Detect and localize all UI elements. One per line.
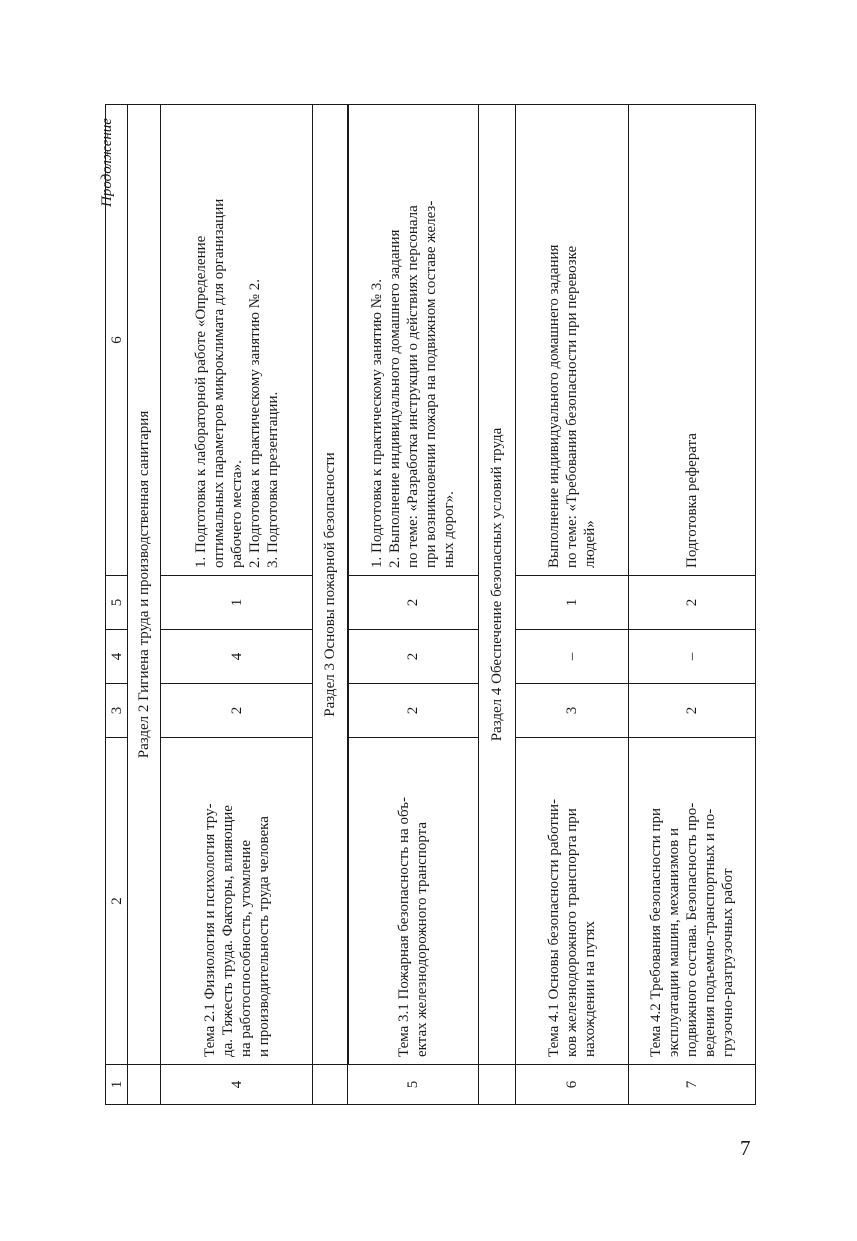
curriculum-table — [105, 104, 756, 1105]
table-row — [629, 105, 756, 1105]
row-number: 6 — [516, 1065, 629, 1105]
hours-col5: 1 — [516, 576, 629, 630]
hours-col5: 1 — [161, 576, 313, 630]
page-number: 7 — [740, 1136, 751, 1160]
section-row — [313, 105, 348, 1105]
hours-col3: 2 — [629, 684, 756, 738]
topic-cell: Тема 2.1 Физиология и психология тру- да. Тяжесть труда. Факторы, влияющие на работоспособность, утомление и производительность труда человека — [161, 738, 313, 1065]
row-number: 5 — [348, 1065, 479, 1105]
rotated-table-wrapper — [105, 105, 755, 1105]
col-num-4: 4 — [106, 630, 128, 684]
topic-cell: Тема 4.2 Требования безопасности при эксплуатации машин, механизмов и подвижного состава. Безопасность про- ведения подъемно-транспортных и по- грузочно-разгрузочных работ — [629, 738, 756, 1065]
topic-cell: Тема 3.1 Пожарная безопасность на объ- ектах железнодорожного транспорта — [348, 738, 479, 1065]
hours-col3: 2 — [161, 684, 313, 738]
hours-col5: 2 — [348, 576, 479, 630]
task-cell: Выполнение индивидуального домашнего задания по теме: «Требования безопасности при перевозке людей» — [516, 105, 629, 576]
table-row — [348, 105, 479, 1105]
column-number-row — [106, 105, 128, 1105]
row-number: 7 — [629, 1065, 756, 1105]
topic-cell: Тема 4.1 Основы безопасности работни- ков железнодорожного транспорта при нахождении на путях — [516, 738, 629, 1065]
col-num-6: 6 — [106, 105, 128, 576]
col-num-3: 3 — [106, 684, 128, 738]
section-title: Раздел 3 Основы пожарной безопасности — [313, 105, 348, 1065]
task-cell: 1. Подготовка к практическому занятию № 3. 2. Выполнение индивидуального домашнего задания по теме: «Разработка инструкции о действиях персонала при возникновении пожара на подвижном составе желез- ных дорог». — [348, 105, 479, 576]
task-cell: 1. Подготовка к лабораторной работе «Определение оптимальных параметров микроклимата для организации рабочего места». 2. Подготовка к практическому занятию № 2. 3. Подготовка презентации. — [161, 105, 313, 576]
task-cell: Подготовка реферата — [629, 105, 756, 576]
col-num-2: 2 — [106, 738, 128, 1065]
continuation-label: Продолжение — [98, 118, 115, 207]
col-num-5: 5 — [106, 576, 128, 630]
col-num-1: 1 — [106, 1065, 128, 1105]
hours-col4: – — [516, 630, 629, 684]
hours-col3: 2 — [348, 684, 479, 738]
hours-col4: 4 — [161, 630, 313, 684]
hours-col5: 2 — [629, 576, 756, 630]
table-row — [516, 105, 629, 1105]
hours-col3: 3 — [516, 684, 629, 738]
table-row — [161, 105, 313, 1105]
section-row — [128, 105, 161, 1105]
hours-col4: – — [629, 630, 756, 684]
section-title: Раздел 4 Обеспечение безопасных условий труда — [479, 105, 516, 1065]
hours-col4: 2 — [348, 630, 479, 684]
row-number: 4 — [161, 1065, 313, 1105]
section-title: Раздел 2 Гигиена труда и производственная санитария — [128, 105, 161, 1065]
section-row — [479, 105, 516, 1105]
